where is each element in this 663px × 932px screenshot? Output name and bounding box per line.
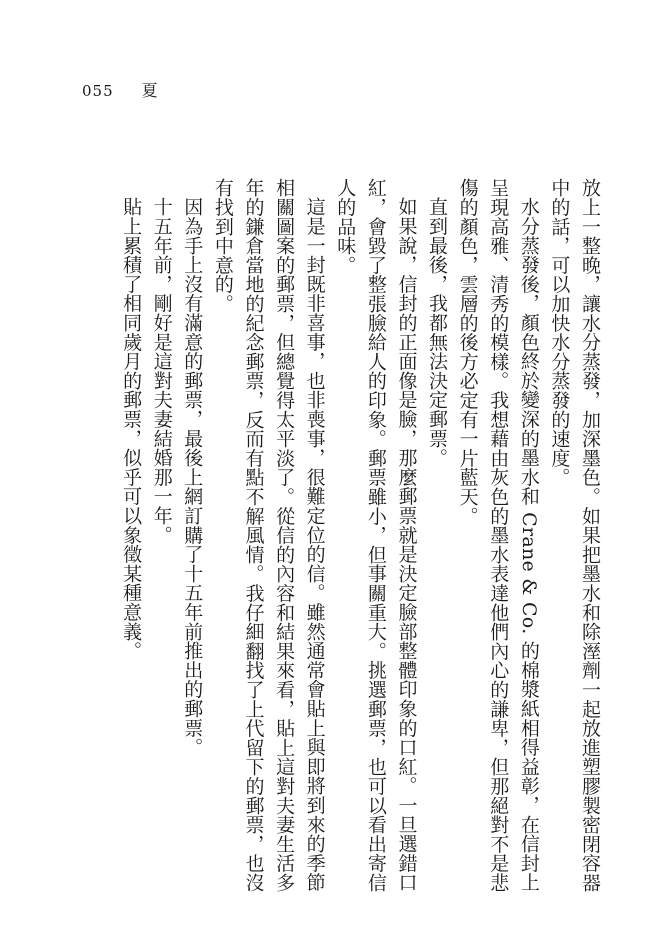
paragraph: 放上一整晚，讓水分蒸發，加深墨色。如果把墨水和除溼劑一起放進塑膠製密閉容器中的話，可以加快水分蒸發的速度。 [548,178,601,893]
paragraph: 因為手上沒有滿意的郵票，最後上網訂購了十五年前推出的郵票。 [181,197,204,757]
paragraph: 直到最後，我都無法決定郵票。 [426,197,449,468]
page-header [82,78,159,101]
paragraph: 十五年前，剛好是這對夫妻結婚那一年。 [150,197,173,545]
page-number: 055 [82,82,114,100]
paragraph: 這是一封既非喜事，也非喪事，很難定位的信。雖然通常會貼上與即將到來的季節相關圖案的郵票，但總覺得太平淡了。從信的內容和結果來看，貼上這對夫妻生活多年的鎌倉當地的紀念郵票，反而有點不解風情。我仔細翻找了上代留下的郵票，也沒有找到中意的。 [211,178,326,893]
paragraph: 水分蒸發後，顏色終於變深的墨水和 Crane & Co. 的棉漿紙相得益彰，在信封上呈現高雅、清秀的模樣。我想藉由灰色的墨水表達他們內心的謙卑，但那絕對不是悲傷的顏色，雲層的後方必定有一片藍天。 [456,178,540,893]
paragraph: 如果說，信封的正面像是臉，那麼郵票就是決定臉部整體印象的口紅。一旦選錯口紅，會毀了整張臉給人的印象。郵票雖小，但事關重大。挑選郵票，也可以看出寄信人的品味。 [334,178,418,893]
paragraph: 貼上累積了相同歲月的郵票，似乎可以象徵某種意義。 [120,197,143,661]
chapter-title: 夏 [141,81,159,100]
body-text [120,178,605,898]
